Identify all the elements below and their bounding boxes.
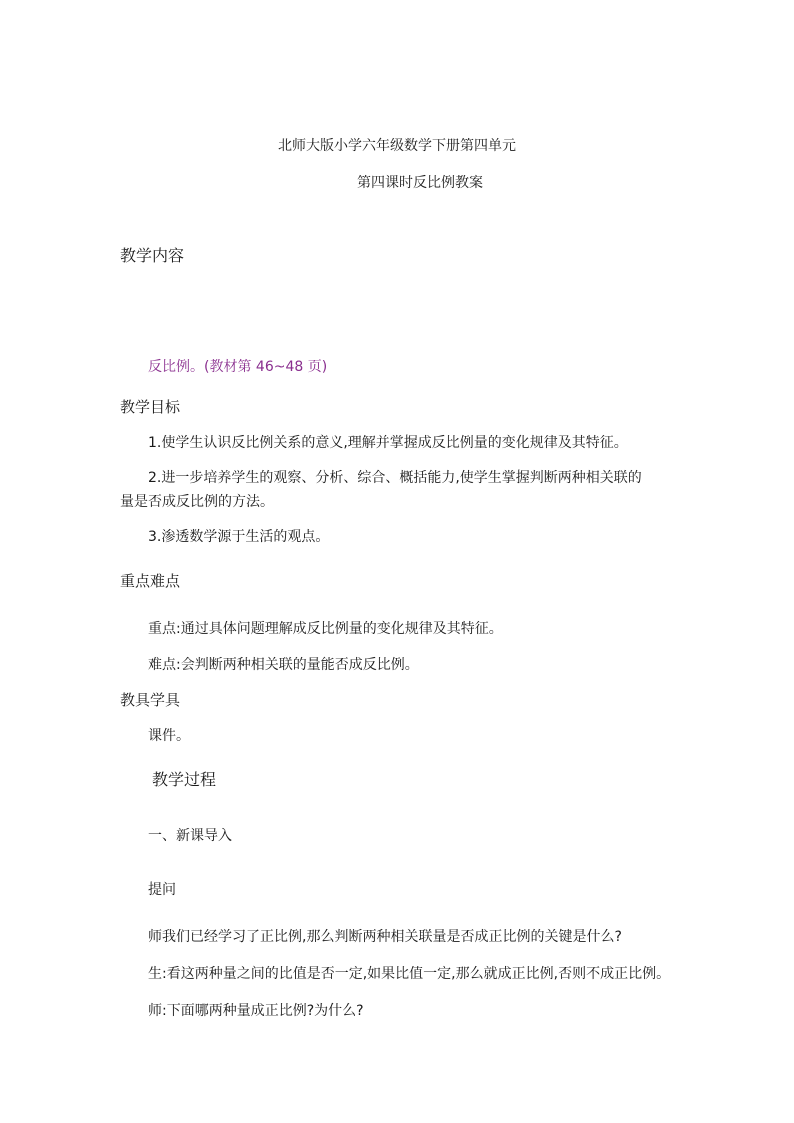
keypoint-text: 重点:通过具体问题理解成反比例量的变化规律及其特征。 xyxy=(148,621,503,637)
dialogue-3: 师:下面哪两种量成正比例?为什么? xyxy=(148,1003,364,1019)
keypoints-heading: 重点难点 xyxy=(120,572,181,590)
content-text: 反比例。(教材第 46~48 页) xyxy=(148,359,328,375)
dialogue-2: 生:看这两种量之间的比值是否一定,如果比值一定,那么就成正比例,否则不成正比例。 xyxy=(148,966,671,982)
difficulty-text: 难点:会判断两种相关联的量能否成反比例。 xyxy=(148,657,419,673)
objective-2-text: 2.进一步培养学生的观察、分析、综合、概括能力,使学生掌握判断两种相关联的量是否成反比例的方法。 xyxy=(120,470,642,510)
objectives-heading: 教学目标 xyxy=(120,398,181,416)
tools-heading: 教具学具 xyxy=(120,691,181,709)
tools-text: 课件。 xyxy=(148,728,190,744)
objective-3: 3.渗透数学源于生活的观点。 xyxy=(148,529,330,545)
question-label: 提问 xyxy=(148,882,176,898)
document-title: 北师大版小学六年级数学下册第四单元 xyxy=(278,138,516,154)
dialogue-1: 师我们已经学习了正比例,那么判断两种相关联量是否成正比例的关键是什么? xyxy=(148,929,622,945)
document-subtitle: 第四课时反比例教案 xyxy=(357,175,483,191)
part-1-heading: 一、新课导入 xyxy=(148,828,232,844)
process-heading: 教学过程 xyxy=(152,770,217,789)
content-heading: 教学内容 xyxy=(120,246,185,265)
objective-2 xyxy=(120,466,650,514)
objective-1: 1.使学生认识反比例关系的意义,理解并掌握成反比例量的变化规律及其特征。 xyxy=(148,435,628,451)
